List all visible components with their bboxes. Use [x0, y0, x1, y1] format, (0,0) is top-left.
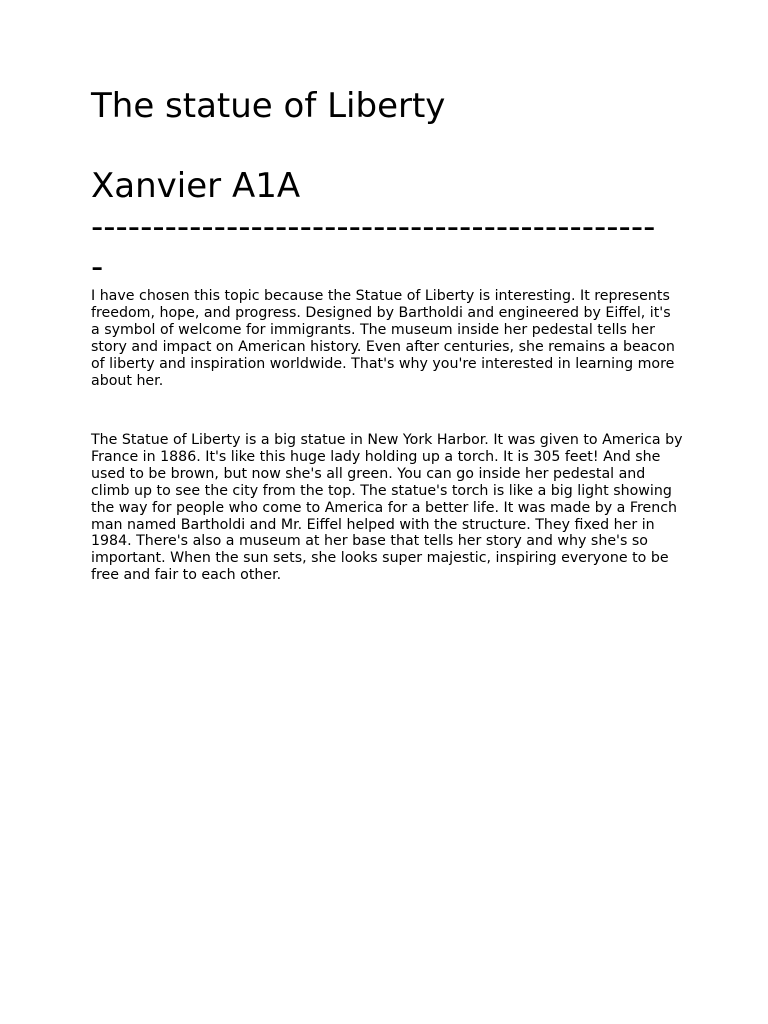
body-paragraph: The Statue of Liberty is a big statue in New York Harbor. It was given to America by France in 1886. It's like this huge lady holding up a torch. It is 305 feet! And she used to be brown, but now she's all green. You can go inside her pedestal and climb up to see the city from the top. The statue's torch is like a big light showing the way for people who come to America for a better life. It was made by a French man named Bartholdi and Mr. Eiffel helped with the structure. They fixed her in 1984. There's also a museum at her base that tells her story and why she's so important. When the sun sets, she looks super majestic, inspiring everyone to be free and fair to each other.: [91, 432, 683, 584]
dash-divider: ----------------------------------------------: [91, 207, 656, 247]
dash-divider-tail: -: [91, 247, 104, 287]
author-line: Xanvier A1A: [91, 166, 301, 206]
document-title: The statue of Liberty: [91, 86, 446, 126]
intro-paragraph: I have chosen this topic because the Statue of Liberty is interesting. It represents freedom, hope, and progress. Designed by Bartholdi and engineered by Eiffel, it's a symbol of welcome for immigrants. The museum inside her pedestal tells her story and impact on American history. Even after centuries, she remains a beacon of liberty and inspiration worldwide. That's why you're interested in learning more about her.: [91, 288, 675, 389]
